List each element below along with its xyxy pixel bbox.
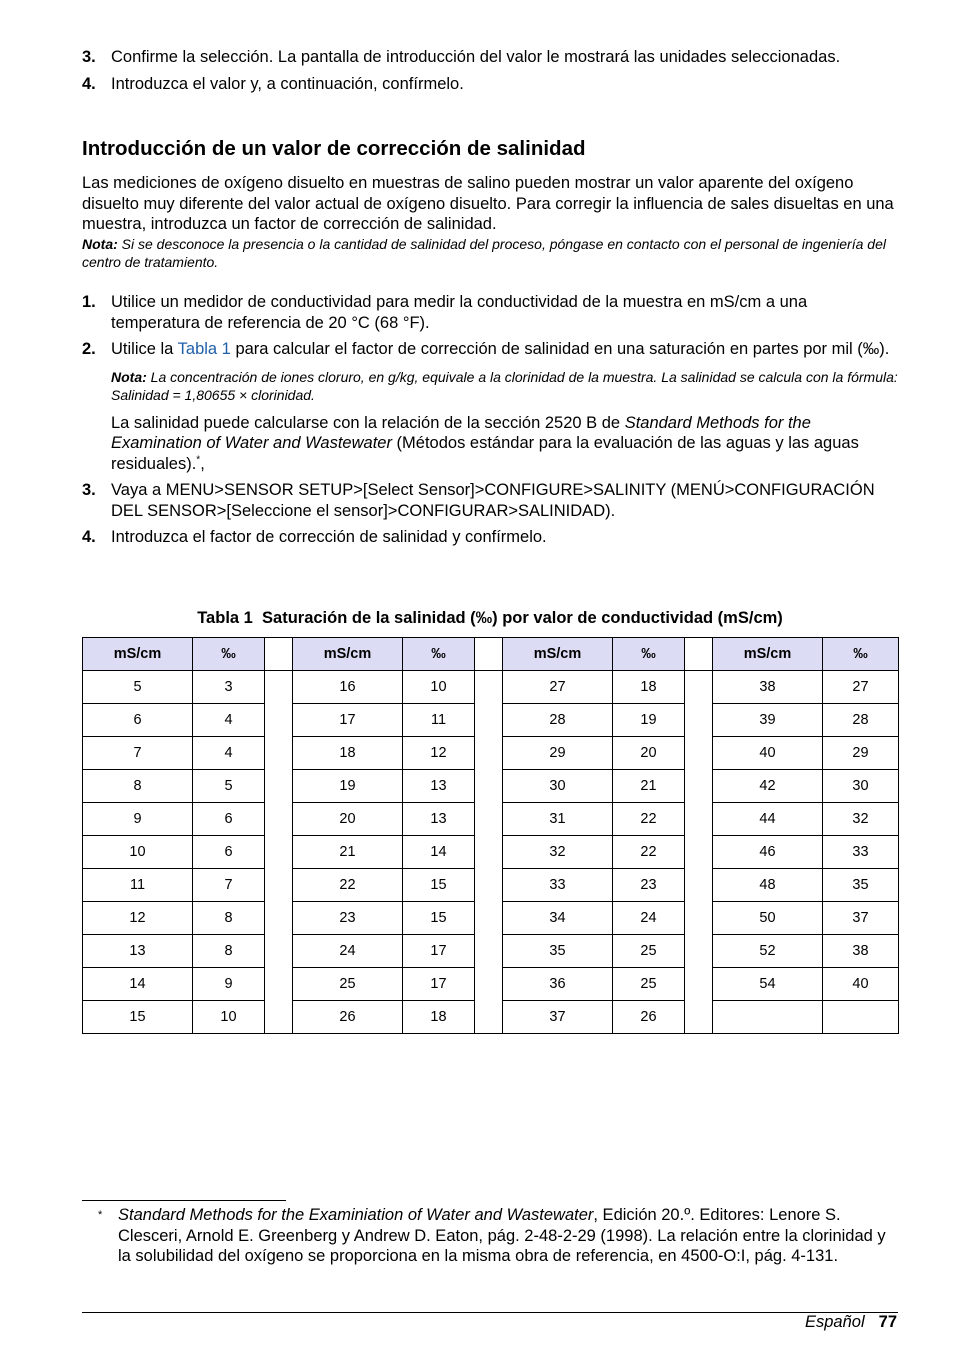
cell-conductivity: 38 [713, 671, 823, 704]
footnote-divider [82, 1200, 286, 1201]
step-text: Vaya a MENU>SENSOR SETUP>[Select Sensor]>CONFIGURE>SALINITY (MENÚ>CONFIGURACIÓN DEL SENSOR>[Seleccione el sensor]>CONFIGURAR>SALINIDAD). [111, 481, 875, 520]
col-header-permil: ‰ [823, 638, 899, 671]
cell-salinity: 30 [823, 770, 899, 803]
cell-salinity: 21 [613, 770, 685, 803]
cell-conductivity: 37 [503, 1001, 613, 1034]
cell-conductivity: 7 [83, 737, 193, 770]
footnote-ref[interactable]: * [196, 454, 201, 465]
cell-salinity: 9 [193, 968, 265, 1001]
cell-conductivity: 5 [83, 671, 193, 704]
step-number: 3. [82, 481, 96, 499]
cell-salinity: 8 [193, 935, 265, 968]
cell-conductivity: 11 [83, 869, 193, 902]
table-1-link[interactable]: Tabla 1 [177, 340, 231, 358]
cell-salinity: 18 [613, 671, 685, 704]
salinity-paragraph [111, 413, 898, 475]
cell-salinity: 23 [613, 869, 685, 902]
cell-salinity: 27 [823, 671, 899, 704]
column-gap [265, 704, 293, 737]
cell-conductivity: 34 [503, 902, 613, 935]
procedure-list [82, 292, 898, 548]
intro-paragraph: Las mediciones de oxígeno disuelto en muestras de salino pueden mostrar un valor aparente del oxígeno disuelto muy diferente del valor actual de oxígeno disuelto. Para corregir la influencia de sales disueltas en una muestra, introduzca un factor de corrección de salinidad. [82, 174, 894, 233]
cell-salinity: 14 [403, 836, 475, 869]
column-gap [475, 638, 503, 671]
column-gap [475, 704, 503, 737]
cell-salinity [823, 1001, 899, 1034]
list-item [82, 339, 898, 474]
cell-salinity: 25 [613, 968, 685, 1001]
cell-salinity: 32 [823, 803, 899, 836]
cell-conductivity: 52 [713, 935, 823, 968]
col-header-ms: mS/cm [293, 638, 403, 671]
cell-conductivity: 22 [293, 869, 403, 902]
cell-salinity: 29 [823, 737, 899, 770]
column-gap [685, 968, 713, 1001]
column-gap [265, 737, 293, 770]
col-header-permil: ‰ [193, 638, 265, 671]
list-item [82, 74, 898, 95]
footer-language: Español [805, 1313, 865, 1331]
step-text-post: para calcular el factor de corrección de salinidad en una saturación en partes por mil (‰). [230, 340, 890, 358]
table-row [83, 1001, 899, 1034]
caption-label: Tabla 1 [197, 609, 253, 627]
cell-conductivity: 32 [503, 836, 613, 869]
column-gap [685, 1001, 713, 1034]
page-footer [805, 1312, 897, 1332]
cell-conductivity: 15 [83, 1001, 193, 1034]
cell-salinity: 11 [403, 704, 475, 737]
step-note [111, 368, 898, 405]
cell-conductivity: 10 [83, 836, 193, 869]
column-gap [475, 737, 503, 770]
col-header-ms: mS/cm [713, 638, 823, 671]
cell-salinity: 13 [403, 803, 475, 836]
column-gap [265, 1001, 293, 1034]
cell-conductivity: 40 [713, 737, 823, 770]
reference-title: Standard Methods for the Examination of Water and Wastewater [111, 413, 811, 452]
col-header-ms: mS/cm [83, 638, 193, 671]
cell-salinity: 6 [193, 803, 265, 836]
cell-salinity: 7 [193, 869, 265, 902]
note-text: Si se desconoce la presencia o la cantidad de salinidad del proceso, póngase en contacto con el personal de ingeniería del centro de tratamiento. [82, 235, 886, 270]
cell-conductivity: 19 [293, 770, 403, 803]
cell-conductivity: 44 [713, 803, 823, 836]
cell-conductivity: 8 [83, 770, 193, 803]
caption-text: Saturación de la salinidad (‰) por valor de conductividad (mS/cm) [262, 609, 783, 627]
cell-salinity: 19 [613, 704, 685, 737]
salinity-table [82, 637, 899, 1034]
column-gap [475, 836, 503, 869]
table-row [83, 704, 899, 737]
column-gap [685, 836, 713, 869]
cell-salinity: 26 [613, 1001, 685, 1034]
col-header-ms: mS/cm [503, 638, 613, 671]
footnote-text [118, 1205, 898, 1267]
cell-salinity: 5 [193, 770, 265, 803]
cell-salinity: 4 [193, 704, 265, 737]
step-number: 4. [82, 528, 96, 546]
table-body [83, 671, 899, 1034]
column-gap [265, 902, 293, 935]
cell-conductivity: 29 [503, 737, 613, 770]
cell-salinity: 28 [823, 704, 899, 737]
cell-salinity: 10 [193, 1001, 265, 1034]
step-text-pre: Utilice la [111, 340, 178, 358]
table-row [83, 737, 899, 770]
note [82, 235, 898, 272]
top-steps-list [82, 47, 898, 94]
column-gap [685, 869, 713, 902]
paragraph-text: La salinidad puede calcularse con la relación de la sección 2520 B de [111, 413, 625, 432]
column-gap [475, 968, 503, 1001]
table-row [83, 836, 899, 869]
cell-salinity: 40 [823, 968, 899, 1001]
column-gap [475, 671, 503, 704]
list-item [82, 480, 898, 521]
column-gap [475, 902, 503, 935]
table-row [83, 869, 899, 902]
column-gap [475, 803, 503, 836]
table-row [83, 968, 899, 1001]
paragraph-end: , [200, 454, 205, 473]
cell-conductivity: 13 [83, 935, 193, 968]
table-row [83, 803, 899, 836]
col-header-permil: ‰ [613, 638, 685, 671]
cell-salinity: 6 [193, 836, 265, 869]
column-gap [265, 869, 293, 902]
section-title: Introducción de un valor de corrección de salinidad [82, 137, 586, 160]
column-gap [475, 770, 503, 803]
column-gap [265, 968, 293, 1001]
cell-salinity: 15 [403, 902, 475, 935]
cell-salinity: 22 [613, 803, 685, 836]
table-row [83, 671, 899, 704]
column-gap [265, 836, 293, 869]
table-caption [82, 608, 898, 628]
cell-conductivity: 42 [713, 770, 823, 803]
cell-conductivity: 28 [503, 704, 613, 737]
column-gap [685, 704, 713, 737]
cell-conductivity: 26 [293, 1001, 403, 1034]
cell-conductivity: 21 [293, 836, 403, 869]
cell-conductivity: 20 [293, 803, 403, 836]
cell-salinity: 22 [613, 836, 685, 869]
column-gap [685, 902, 713, 935]
note-label: Nota: [82, 235, 118, 252]
cell-salinity: 37 [823, 902, 899, 935]
cell-conductivity: 30 [503, 770, 613, 803]
cell-salinity: 13 [403, 770, 475, 803]
column-gap [265, 638, 293, 671]
column-gap [685, 671, 713, 704]
column-gap [685, 638, 713, 671]
column-gap [685, 770, 713, 803]
note-label: Nota: [111, 368, 147, 385]
cell-salinity: 8 [193, 902, 265, 935]
cell-conductivity: 48 [713, 869, 823, 902]
cell-conductivity: 14 [83, 968, 193, 1001]
footer-divider [82, 1312, 898, 1313]
cell-conductivity: 31 [503, 803, 613, 836]
page-number: 77 [878, 1313, 897, 1331]
cell-conductivity: 35 [503, 935, 613, 968]
section-intro-block [82, 173, 898, 272]
cell-salinity: 35 [823, 869, 899, 902]
step-number: 4. [82, 74, 96, 93]
step-text: Confirme la selección. La pantalla de introducción del valor le mostrará las unidades seleccionadas. [111, 48, 841, 66]
footnote-reference-title: Standard Methods for the Examiniation of Water and Wastewater [118, 1206, 594, 1224]
table-row [83, 770, 899, 803]
step-number: 1. [82, 293, 96, 311]
cell-conductivity: 27 [503, 671, 613, 704]
cell-salinity: 20 [613, 737, 685, 770]
step-text: Introduzca el valor y, a continuación, confírmelo. [111, 74, 464, 93]
table-header-row [83, 638, 899, 671]
step-number: 3. [82, 48, 96, 66]
cell-conductivity: 12 [83, 902, 193, 935]
cell-conductivity: 9 [83, 803, 193, 836]
cell-salinity: 4 [193, 737, 265, 770]
footnote [82, 1205, 898, 1267]
footnote-rest: , Edición 20.º. Editores: Lenore S. Clesceri, Arnold E. Greenberg y Andrew D. Eaton, pág. 2-48-2-29 (1998). La relación entre la clorinidad y la solubilidad del oxígeno se proporciona en la misma obra de referencia, en 4500-O:I, pág. 4-131. [118, 1206, 886, 1265]
cell-conductivity: 36 [503, 968, 613, 1001]
table-row [83, 902, 899, 935]
paragraph-text-post: (Métodos estándar para la evaluación de las aguas y las aguas residuales). [111, 434, 859, 473]
cell-salinity: 3 [193, 671, 265, 704]
step-text: Utilice un medidor de conductividad para medir la conductividad de la muestra en mS/cm a una temperatura de referencia de 20 °C (68 °F). [111, 293, 808, 332]
cell-conductivity: 18 [293, 737, 403, 770]
step-text: Introduzca el factor de corrección de salinidad y confírmelo. [111, 528, 547, 546]
cell-conductivity: 39 [713, 704, 823, 737]
cell-conductivity [713, 1001, 823, 1034]
list-item [82, 292, 898, 333]
cell-salinity: 15 [403, 869, 475, 902]
cell-conductivity: 24 [293, 935, 403, 968]
cell-salinity: 33 [823, 836, 899, 869]
cell-conductivity: 16 [293, 671, 403, 704]
column-gap [265, 935, 293, 968]
cell-conductivity: 33 [503, 869, 613, 902]
cell-salinity: 25 [613, 935, 685, 968]
step-number: 2. [82, 340, 96, 358]
cell-salinity: 18 [403, 1001, 475, 1034]
col-header-permil: ‰ [403, 638, 475, 671]
column-gap [685, 737, 713, 770]
list-item [82, 527, 898, 548]
table-row [83, 935, 899, 968]
cell-conductivity: 46 [713, 836, 823, 869]
cell-conductivity: 6 [83, 704, 193, 737]
cell-salinity: 38 [823, 935, 899, 968]
cell-salinity: 17 [403, 935, 475, 968]
cell-salinity: 10 [403, 671, 475, 704]
cell-conductivity: 23 [293, 902, 403, 935]
list-item [82, 47, 898, 68]
column-gap [685, 803, 713, 836]
cell-salinity: 17 [403, 968, 475, 1001]
note-text: La concentración de iones cloruro, en g/kg, equivale a la clorinidad de la muestra. La salinidad se calcula con la fórmula: Salinidad = 1,80655 × clorinidad. [111, 368, 898, 403]
cell-conductivity: 17 [293, 704, 403, 737]
cell-conductivity: 25 [293, 968, 403, 1001]
column-gap [265, 803, 293, 836]
column-gap [265, 671, 293, 704]
column-gap [685, 935, 713, 968]
cell-conductivity: 54 [713, 968, 823, 1001]
column-gap [265, 770, 293, 803]
column-gap [475, 869, 503, 902]
column-gap [475, 1001, 503, 1034]
cell-salinity: 12 [403, 737, 475, 770]
footnote-mark: * [98, 1209, 103, 1221]
cell-salinity: 24 [613, 902, 685, 935]
cell-conductivity: 50 [713, 902, 823, 935]
column-gap [475, 935, 503, 968]
